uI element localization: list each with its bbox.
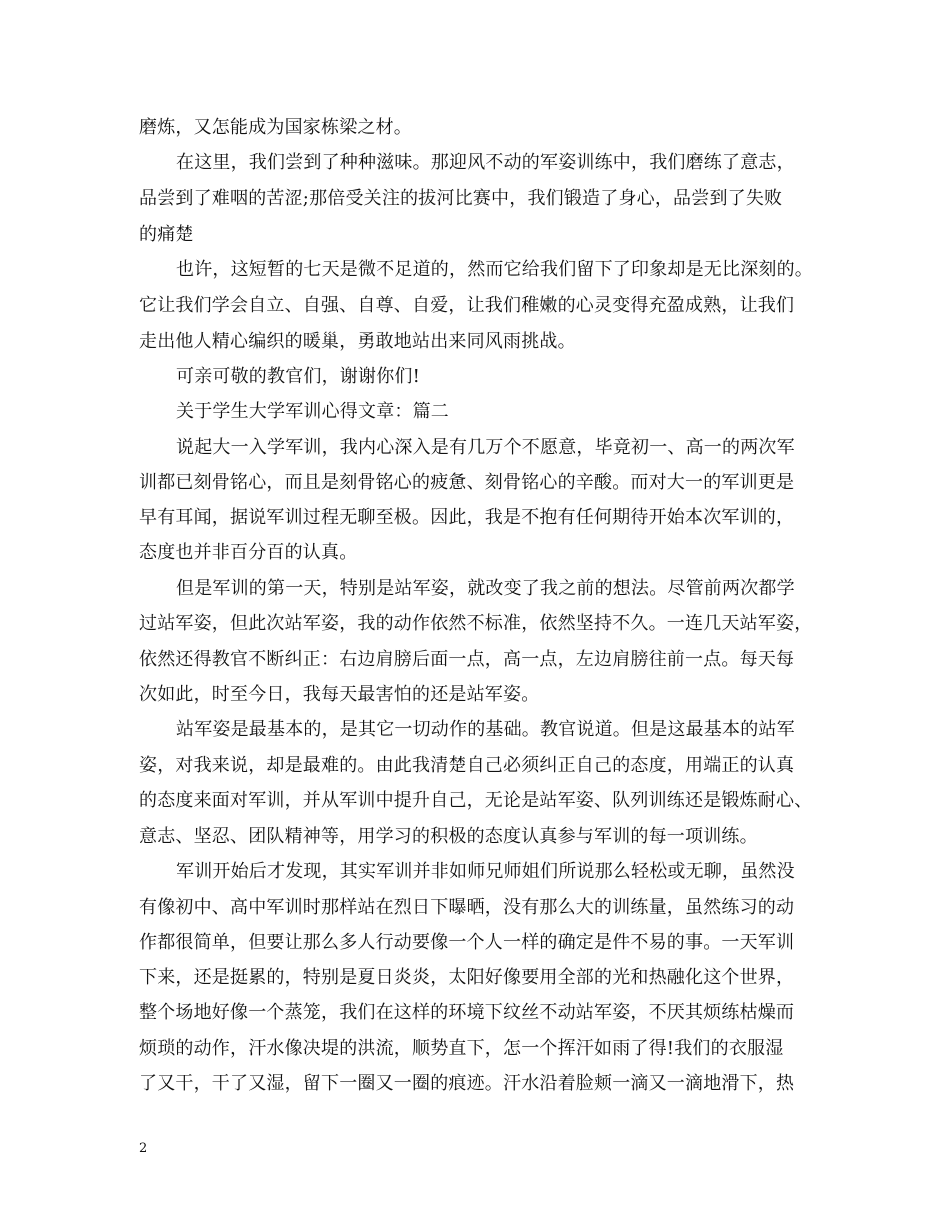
text-line: 意志、坚忍、团队精神等，用学习的积极的态度认真参与军训的每一项训练。 <box>139 826 758 847</box>
text-line: 整个场地好像一个蒸笼，我们在这样的环境下纹丝不动站军姿，不厌其烦练枯燥而 <box>139 1002 795 1023</box>
text-line: 训都已刻骨铭心，而且是刻骨铭心的疲惫、刻骨铭心的辛酸。而对大一的军训更是 <box>139 472 795 493</box>
text-line: 过站军姿，但此次站军姿，我的动作依然不标准，依然坚持不久。一连几天站军姿， <box>139 613 813 634</box>
text-line: 可亲可敬的教官们，谢谢你们! <box>176 366 421 387</box>
text-line: 有像初中、高中军训时那样站在烈日下曝晒，没有那么大的训练量，虽然练习的动 <box>139 897 795 918</box>
text-line: 下来，还是挺累的，特别是夏日炎炎，太阳好像要用全部的光和热融化这个世界， <box>139 967 795 988</box>
section-heading: 关于学生大学军训心得文章：篇二 <box>176 401 449 422</box>
text-line: 走出他人精心编织的暖巢，勇敢地站出来同风雨挑战。 <box>139 331 576 352</box>
text-line: 站军姿是最基本的，是其它一切动作的基础。教官说道。但是这最基本的站军 <box>176 719 795 740</box>
text-line: 了又干，干了又湿，留下一圈又一圈的痕迹。汗水沿着脸颊一滴又一滴地滑下，热 <box>139 1073 795 1094</box>
text-line: 作都很简单，但要让那么多人行动要像一个人一样的确定是件不易的事。一天军训 <box>139 932 795 953</box>
text-line: 说起大一入学军训，我内心深入是有几万个不愿意，毕竟初一、高一的两次军 <box>176 437 795 458</box>
text-line: 烦琐的动作，汗水像决堤的洪流，顺势直下，怎一个挥汗如雨了得!我们的衣服湿 <box>139 1038 784 1059</box>
text-line: 依然还得教官不断纠正：右边肩膀后面一点，高一点，左边肩膀往前一点。每天每 <box>139 649 795 670</box>
text-line: 它让我们学会自立、自强、自尊、自爱，让我们稚嫩的心灵变得充盈成熟，让我们 <box>139 295 795 316</box>
text-line: 的态度来面对军训，并从军训中提升自己，无论是站军姿、队列训练还是锻炼耐心、 <box>139 790 813 811</box>
text-line: 在这里，我们尝到了种种滋味。那迎风不动的军姿训练中，我们磨练了意志， <box>176 152 795 173</box>
text-line: 次如此，时至今日，我每天最害怕的还是站军姿。 <box>139 684 540 705</box>
text-line: 的痛楚 <box>139 224 194 245</box>
text-line: 早有耳闻，据说军训过程无聊至极。因此，我是不抱有任何期待开始本次军训的， <box>139 507 795 528</box>
text-line: 但是军训的第一天，特别是站军姿，就改变了我之前的想法。尽管前两次都学 <box>176 578 795 599</box>
text-line: 品尝到了难咽的苦涩;那倍受关注的拔河比赛中，我们锻造了身心，品尝到了失败 <box>139 188 783 209</box>
text-line: 姿，对我来说，却是最难的。由此我清楚自己必须纠正自己的态度，用端正的认真 <box>139 755 795 776</box>
text-line: 磨炼，又怎能成为国家栋梁之材。 <box>139 117 412 138</box>
text-line: 态度也并非百分百的认真。 <box>139 542 358 563</box>
text-line: 也许，这短暂的七天是微不足道的，然而它给我们留下了印象却是无比深刻的。 <box>176 259 813 280</box>
page-number: 2 <box>139 1141 148 1156</box>
text-line: 军训开始后才发现，其实军训并非如师兄师姐们所说那么轻松或无聊，虽然没 <box>176 861 795 882</box>
